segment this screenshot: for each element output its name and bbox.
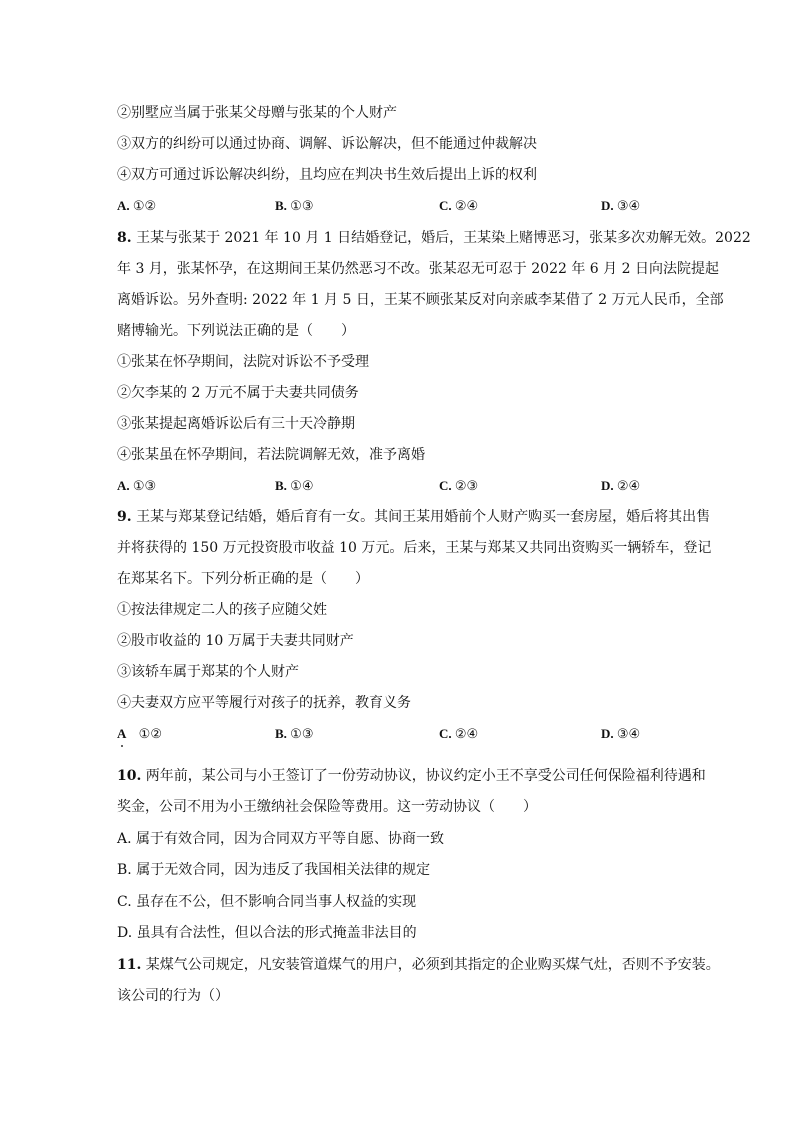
q8-statement-4: ④张某虽在怀孕期间，若法院调解无效，准予离婚	[117, 447, 425, 463]
q9-statement-2: ②股市收益的 10 万属于夫妻共同财产	[117, 633, 354, 649]
q7-options	[117, 196, 677, 216]
q9-stem-line-2: 并将获得的 150 万元投资股市收益 10 万元。后来，王某与郑某又共同出资购买一辆轿车，登记	[117, 540, 712, 556]
statement-2: ②别墅应当属于张某父母赠与张某的个人财产	[117, 105, 397, 121]
question-number: 10.	[117, 768, 142, 784]
option-letter: A.	[117, 198, 133, 213]
q7-option-a: A. ①②	[117, 198, 157, 214]
option-letter: A.	[117, 478, 133, 493]
q8-statement-2: ②欠李某的 2 万元不属于夫妻共同债务	[117, 385, 359, 401]
q9-option-c: C. ②④	[439, 726, 479, 742]
statement-4: ④双方可通过诉讼解决纠纷，且均应在判决书生效后提出上诉的权利	[117, 167, 537, 183]
q10-stem-line-2: 奖金，公司不用为小王缴纳社会保险等费用。这一劳动协议（ ）	[117, 799, 537, 815]
q8-stem-line-2: 年 3 月，张某怀孕，在这期间王某仍然恶习不改。张某忍无可忍于 2022 年 6 月 2 日向法院提起	[117, 261, 719, 277]
q9-statement-1: ①按法律规定二人的孩子应随父姓	[117, 602, 327, 618]
q9-statement-3: ③该轿车属于郑某的个人财产	[117, 664, 299, 680]
q8-option-c: C. ②③	[439, 478, 479, 494]
q8-statement-1: ①张某在怀孕期间，法院对诉讼不予受理	[117, 354, 369, 370]
option-letter: B.	[275, 198, 291, 213]
q8-option-b: B. ①④	[275, 478, 314, 494]
q7-option-c: C. ②④	[439, 198, 479, 214]
q9-option-a: A ①②	[117, 726, 162, 742]
q9-stem-line-1: 9. 王某与郑某登记结婚，婚后育有一女。其间王某用婚前个人财产购买一套房屋，婚后将其出售	[117, 509, 711, 525]
stray-dot-mark	[121, 745, 123, 747]
q9-options	[117, 724, 677, 744]
option-letter: B.	[275, 726, 291, 741]
q9-option-d: D. ③④	[601, 726, 641, 742]
option-letter: C.	[439, 478, 455, 493]
q10-stem-line-1: 10. 两年前，某公司与小王签订了一份劳动协议，协议约定小王不享受公司任何保险福利待遇和	[117, 768, 706, 784]
question-number: 11.	[117, 957, 142, 973]
q8-options	[117, 476, 677, 496]
option-letter: D.	[601, 478, 617, 493]
q11-stem-line-1: 11. 某煤气公司规定，凡安装管道煤气的用户，必须到其指定的企业购买煤气灶，否则不予安装。	[117, 957, 720, 973]
q8-statement-3: ③张某提起离婚诉讼后有三十天冷静期	[117, 416, 355, 432]
q10-option-a: A. 属于有效合同，因为合同双方平等自愿、协商一致	[117, 831, 445, 847]
option-letter: D.	[601, 726, 617, 741]
option-letter: B.	[275, 478, 291, 493]
q9-option-b: B. ①③	[275, 726, 314, 742]
question-number: 9.	[117, 509, 132, 525]
option-letter: A	[117, 726, 139, 741]
q8-stem-line-1: 8. 王某与张某于 2021 年 10 月 1 日结婚登记，婚后，王某染上赌博恶习，张某多次劝解无效。2022	[117, 230, 751, 246]
q10-option-d: D. 虽具有合法性，但以合法的形式掩盖非法目的	[117, 925, 417, 941]
question-number: 8.	[117, 230, 132, 246]
q8-option-d: D. ②④	[601, 478, 641, 494]
q9-statement-4: ④夫妻双方应平等履行对孩子的抚养，教育义务	[117, 695, 411, 711]
option-letter: C.	[439, 198, 455, 213]
q8-stem-line-3: 离婚诉讼。另外查明: 2022 年 1 月 5 日，王某不顾张某反对向亲戚李某借了 2 万元人民币，全部	[117, 292, 724, 308]
q11-stem-line-2: 该公司的行为（）	[117, 988, 229, 1004]
q8-option-a: A. ①③	[117, 478, 157, 494]
statement-3: ③双方的纠纷可以通过协商、调解、诉讼解决，但不能通过仲裁解决	[117, 136, 537, 152]
q8-stem-line-4: 赌博输光。下列说法正确的是（ ）	[117, 323, 355, 339]
q7-option-b: B. ①③	[275, 198, 314, 214]
q7-option-d: D. ③④	[601, 198, 641, 214]
q10-option-c: C. 虽存在不公，但不影响合同当事人权益的实现	[117, 894, 417, 910]
q10-option-b: B. 属于无效合同，因为违反了我国相关法律的规定	[117, 862, 431, 878]
q9-stem-line-3: 在郑某名下。下列分析正确的是（ ）	[117, 571, 369, 587]
option-letter: C.	[439, 726, 455, 741]
option-letter: D.	[601, 198, 617, 213]
